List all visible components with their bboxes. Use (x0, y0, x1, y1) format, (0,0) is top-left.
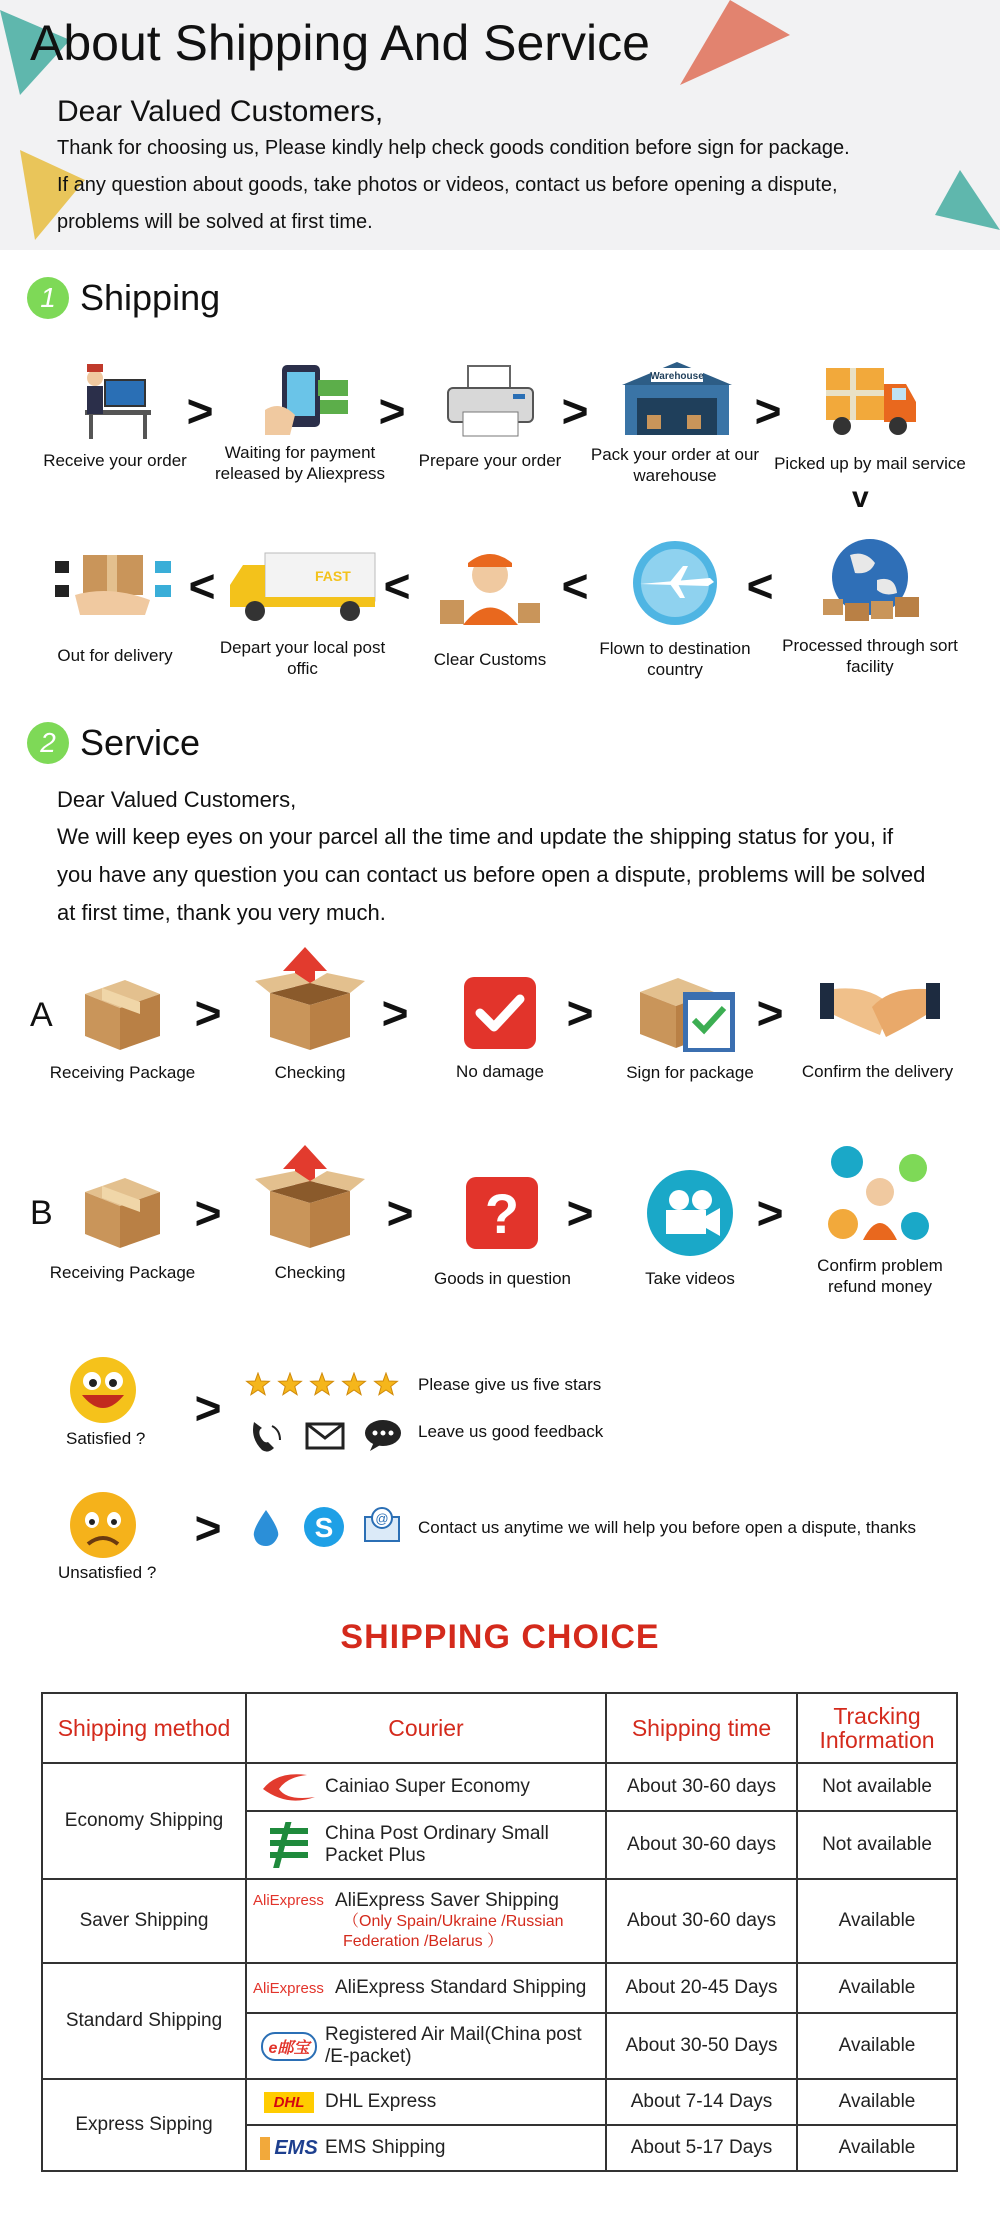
section-title-shipping: Shipping (80, 277, 221, 318)
tracking-cell: Available (797, 2079, 957, 2125)
fast-van-icon (225, 545, 380, 625)
step-label: Prepare your order (418, 451, 562, 470)
star-icon (247, 1373, 270, 1395)
clipboard-box-icon (638, 970, 743, 1055)
step-a-confirm-delivery (790, 975, 965, 1090)
row-b-letter: B (30, 1194, 53, 1232)
courier-cell (246, 1811, 606, 1879)
arrow-right-icon: > (386, 1187, 414, 1239)
step-label: Sign for package (626, 1063, 754, 1082)
header-line-2: If any question about goods, take photos or videos, contact us before opening a dispute, (57, 174, 838, 196)
arrow-right-icon: > (194, 1382, 222, 1434)
courier-note: （Only Spain/Ukraine /Russian Federation /Belarus ） (343, 1913, 564, 1950)
tracking-cell: Not available (797, 1811, 957, 1879)
courier-name: AliExpress Standard Shipping (335, 1977, 587, 1998)
courier-cell (246, 2079, 606, 2125)
time-cell: About 30-60 days (606, 1763, 797, 1811)
star-icon (279, 1373, 302, 1395)
arrow-right-icon: > (754, 385, 782, 437)
courier-name: DHL Express (325, 2091, 437, 2112)
step-label: Pack your order at our warehouse (590, 445, 760, 485)
header-line-1: Thank for choosing us, Please kindly help check goods condition before sign for package. (57, 137, 850, 159)
header-courier: Courier (246, 1693, 606, 1763)
step-label: Take videos (645, 1269, 735, 1288)
step-sort-facility (780, 535, 960, 685)
tracking-cell: Available (797, 1963, 957, 2013)
method-cell: Express Sipping (42, 2079, 246, 2171)
courier-name: Registered Air Mail(China post /E-packet) (325, 2024, 582, 2067)
step-a-no-damage (420, 975, 580, 1090)
step-b-take-videos (610, 1168, 770, 1288)
step-label: Receive your order (43, 451, 187, 470)
unsatisfied-block (68, 1490, 138, 1565)
open-box-arrow-icon (255, 1143, 365, 1253)
step-pack-warehouse (590, 360, 760, 490)
svg-text:S: S (314, 1512, 334, 1543)
courier-name: Cainiao Super Economy (325, 1776, 530, 1797)
header-banner (0, 0, 1000, 250)
shipping-choice-title: SHIPPING CHOICE (340, 1618, 660, 1656)
step-label: Checking (274, 1063, 346, 1082)
stars-text: Please give us five stars (418, 1375, 602, 1394)
arrow-left-icon: < (188, 560, 216, 612)
star-icon (311, 1373, 334, 1395)
step-out-for-delivery (30, 545, 200, 675)
customs-officer-icon (438, 545, 543, 630)
contact-text: Contact us anytime we will help you before open a dispute, thanks (418, 1518, 917, 1537)
arrow-right-icon: > (381, 987, 409, 1039)
computer-desk-icon (75, 360, 155, 440)
table-header-row (42, 1693, 957, 1763)
step-label: Depart your local post offic (219, 638, 386, 678)
section-number-1: 1 (27, 277, 69, 319)
table-row (42, 1963, 957, 2013)
courier-cell (246, 1763, 606, 1811)
header-shipping-time: Shipping time (606, 1693, 797, 1763)
sad-face-icon (68, 1490, 138, 1560)
time-cell: About 7-14 Days (606, 2079, 797, 2125)
step-label: Waiting for payment released by Aliexpress (214, 443, 386, 483)
cainiao-logo-icon (257, 1769, 321, 1805)
arrow-left-icon: < (561, 560, 589, 612)
tracking-cell: Not available (797, 1763, 957, 1811)
arrow-right-icon: > (756, 1187, 784, 1239)
step-label: Out for delivery (57, 646, 173, 665)
arrow-left-icon: < (746, 560, 774, 612)
time-cell: About 30-50 Days (606, 2013, 797, 2079)
courier-name: EMS Shipping (325, 2137, 446, 2158)
arrow-left-icon: < (383, 560, 411, 612)
svg-text:?: ? (484, 1182, 520, 1245)
tracking-cell: Available (797, 2013, 957, 2079)
header-line-3: problems will be solved at first time. (57, 211, 373, 233)
step-flown-destination (590, 538, 760, 678)
arrow-right-icon: > (194, 1502, 222, 1554)
step-clear-customs (405, 545, 575, 675)
satisfied-label: Satisfied ? (66, 1429, 146, 1448)
service-line-3: you have any question you can contact us before open a dispute, problems will be solved (57, 862, 926, 887)
step-label: Clear Customs (433, 650, 547, 669)
dhl-logo-icon: DHL (264, 2092, 315, 2113)
section-title-service: Service (80, 722, 201, 763)
check-mark-icon (462, 975, 538, 1051)
step-a-sign-package (610, 970, 770, 1090)
warehouse-icon (617, 360, 737, 440)
step-receive-order (30, 360, 200, 480)
step-prepare-order (405, 360, 575, 480)
unsatisfied-label: Unsatisfied ? (58, 1563, 157, 1582)
payment-phone-icon (260, 360, 350, 440)
step-label: Receiving Package (49, 1063, 196, 1082)
step-b-confirm-refund (795, 1140, 965, 1300)
star-icon (343, 1373, 366, 1395)
step-b-receiving (40, 1168, 205, 1288)
drop-chat-icon (248, 1508, 284, 1548)
arrow-right-icon: > (756, 987, 784, 1039)
time-cell: About 20-45 Days (606, 1963, 797, 2013)
china-post-logo-icon (264, 1820, 314, 1870)
phone-icon (248, 1418, 286, 1454)
table-row (42, 1879, 957, 1963)
package-box-icon (80, 1170, 165, 1250)
step-label: Flown to destination country (599, 639, 751, 679)
printer-icon (443, 360, 538, 440)
video-camera-icon (644, 1168, 736, 1258)
chat-bubble-icon (364, 1418, 402, 1452)
open-box-arrow-icon (255, 945, 365, 1055)
aliexpress-logo-icon: AliExpress (253, 1892, 324, 1909)
header-shipping-method: Shipping method (42, 1693, 246, 1763)
truck-icon (820, 360, 920, 445)
arrow-right-icon: > (378, 385, 406, 437)
step-waiting-payment (210, 360, 390, 490)
step-label: No damage (456, 1062, 544, 1081)
step-label: Confirm the delivery (801, 1062, 954, 1081)
stars-svg (245, 1372, 405, 1398)
step-a-checking (230, 945, 390, 1090)
header-greeting: Dear Valued Customers, (57, 95, 384, 128)
courier-name: AliExpress Saver Shipping (335, 1890, 559, 1911)
airplane-icon (628, 538, 723, 628)
table-row (42, 2079, 957, 2125)
service-line-4: at first time, thank you very much. (57, 900, 386, 925)
step-depart-post-office (215, 545, 390, 685)
svg-text:@: @ (375, 1511, 389, 1526)
arrow-right-icon: > (561, 385, 589, 437)
step-b-checking (230, 1143, 390, 1288)
time-cell: About 5-17 Days (606, 2125, 797, 2171)
step-label: Goods in question (433, 1269, 572, 1288)
step-a-receiving (40, 970, 205, 1090)
question-mark-icon (464, 1175, 540, 1251)
arrow-right-icon: > (186, 385, 214, 437)
tracking-cell: Available (797, 2125, 957, 2171)
hand-package-icon (55, 545, 175, 625)
step-label: Processed through sort facility (782, 636, 958, 676)
shipping-choice-table (41, 1692, 958, 2172)
package-box-icon (80, 972, 165, 1052)
method-cell: Economy Shipping (42, 1763, 246, 1879)
arrow-right-icon: > (566, 1187, 594, 1239)
row-a-letter: A (30, 996, 53, 1034)
ems-logo-icon: EMS (260, 2137, 317, 2160)
arrow-right-icon: > (566, 987, 594, 1039)
skype-icon (302, 1505, 346, 1549)
satisfied-block (68, 1355, 138, 1430)
tracking-cell: Available (797, 1879, 957, 1963)
handshake-icon (820, 975, 940, 1050)
warehouse-sign: Warehouse (650, 371, 704, 382)
feedback-text: Leave us good feedback (418, 1422, 604, 1441)
section-number-2: 2 (27, 722, 69, 764)
time-cell: About 30-60 days (606, 1879, 797, 1963)
arrow-right-icon: > (194, 1187, 222, 1239)
customer-support-icon (825, 1140, 935, 1250)
courier-name: China Post Ordinary Small Packet Plus (325, 1823, 549, 1866)
method-cell: Saver Shipping (42, 1879, 246, 1963)
step-b-goods-question (420, 1175, 585, 1290)
step-label: Checking (274, 1263, 346, 1282)
arrow-down-icon: v (852, 481, 869, 514)
mail-icon (305, 1422, 345, 1450)
aliexpress-logo-icon: AliExpress (253, 1979, 324, 1997)
epacket-logo-icon: e邮宝 (261, 2032, 318, 2061)
page-title: About Shipping And Service (30, 15, 650, 71)
courier-cell (246, 1963, 606, 2013)
service-line-1: Dear Valued Customers, (57, 787, 297, 812)
courier-cell (246, 2013, 606, 2079)
happy-face-icon (68, 1355, 138, 1425)
step-picked-up (765, 360, 975, 480)
step-label: Picked up by mail service (774, 454, 966, 473)
header-tracking-information: Tracking Information (797, 1693, 957, 1763)
email-at-icon (362, 1505, 402, 1545)
step-label: Confirm problem refund money (817, 1256, 943, 1296)
table-row (42, 1763, 957, 1811)
time-cell: About 30-60 days (606, 1811, 797, 1879)
star-icon (375, 1373, 398, 1395)
courier-cell (246, 2125, 606, 2171)
arrow-right-icon: > (194, 987, 222, 1039)
service-line-2: We will keep eyes on your parcel all the time and update the shipping status for you, if (57, 824, 894, 849)
van-sign: FAST (315, 568, 351, 584)
five-stars (245, 1372, 405, 1398)
globe-boxes-icon (815, 535, 925, 630)
step-label: Receiving Package (49, 1263, 196, 1282)
courier-cell (246, 1879, 606, 1963)
method-cell: Standard Shipping (42, 1963, 246, 2079)
